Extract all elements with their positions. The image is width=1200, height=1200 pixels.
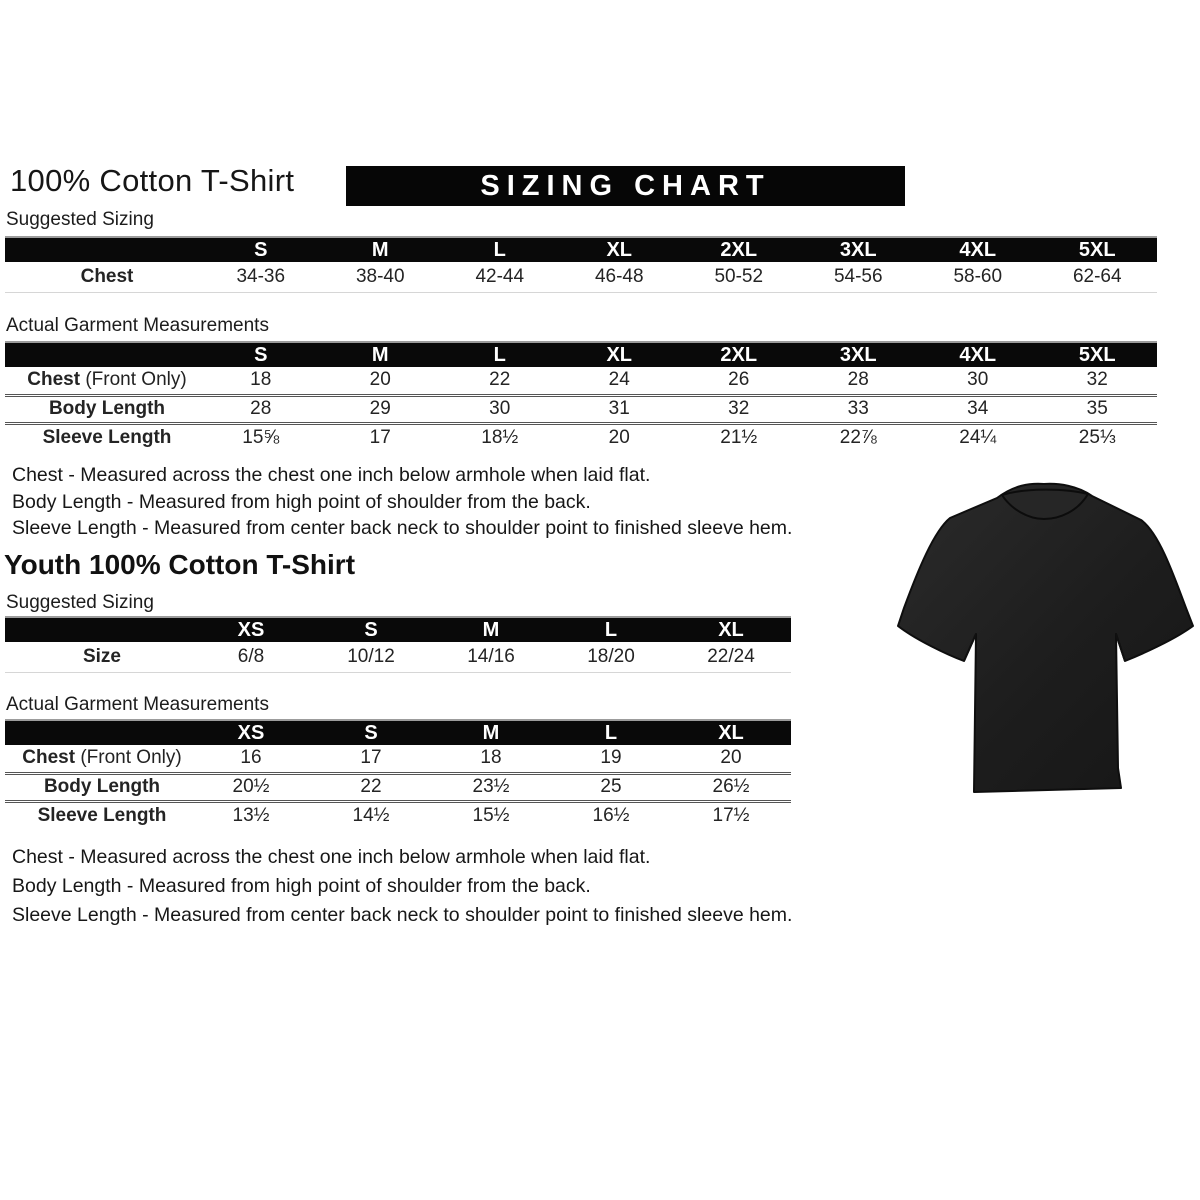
table-row-body-length: [5, 395, 1157, 423]
cell: 13½: [232, 804, 270, 826]
tshirt-graphic: [892, 468, 1197, 820]
table-row-chest: [5, 745, 791, 773]
size-column-header: XL: [560, 342, 680, 367]
sizing-chart-banner-text: SIZING CHART: [480, 170, 771, 202]
cell: 31: [608, 398, 630, 419]
adult-garment-measurements-label: Actual Garment Measurements: [6, 315, 269, 336]
cell: 14/16: [467, 645, 515, 667]
size-column-header: M: [321, 342, 441, 367]
row-label-header: [5, 617, 191, 642]
youth-garment-measurements-table: [5, 719, 791, 829]
adult-product-title: 100% Cotton T-Shirt: [10, 163, 295, 198]
cell: 17: [360, 747, 382, 769]
size-column-header: 2XL: [679, 237, 799, 262]
size-column-header: 3XL: [799, 237, 919, 262]
cell: 18/20: [587, 645, 635, 667]
note-line: Body Length - Measured from high point of shoulder from the back.: [12, 875, 591, 897]
note-line: Chest - Measured across the chest one inch below armhole when laid flat.: [12, 464, 651, 486]
youth-suggested-sizing-table: [5, 616, 791, 673]
row-label: Body Length: [43, 776, 161, 797]
cell: 10/12: [347, 645, 395, 667]
row-label-header: [5, 237, 201, 262]
size-column-header: S: [311, 720, 431, 745]
cell: 23½: [472, 776, 510, 797]
cell: 29: [369, 398, 391, 419]
note-line: Chest - Measured across the chest one inch below armhole when laid flat.: [12, 846, 651, 868]
cell: 15⅝: [242, 426, 280, 448]
header-row: [5, 720, 791, 745]
cell: 30: [967, 369, 989, 391]
header-row: [5, 617, 791, 642]
cell: 22: [489, 369, 511, 391]
cell: 42-44: [475, 265, 525, 287]
cell: 20: [608, 426, 630, 448]
cell: 24¼: [959, 426, 997, 448]
cell: 22/24: [707, 645, 755, 667]
size-column-header: 4XL: [918, 237, 1038, 262]
size-column-header: S: [311, 617, 431, 642]
cell: 18: [480, 747, 502, 769]
size-column-header: M: [431, 617, 551, 642]
cell: 15½: [472, 804, 510, 826]
size-column-header: M: [431, 720, 551, 745]
cell: 25: [600, 776, 622, 797]
size-column-header: S: [201, 342, 321, 367]
cell: 34-36: [236, 265, 286, 287]
youth-measurement-notes: [12, 843, 792, 930]
adult-suggested-sizing-label: Suggested Sizing: [6, 209, 154, 230]
cell: 18½: [481, 426, 519, 448]
cell: 32: [728, 398, 750, 419]
sizing-chart-banner: [346, 166, 905, 206]
size-column-header: XL: [560, 237, 680, 262]
note-line: Body Length - Measured from high point of shoulder from the back.: [12, 490, 591, 513]
size-column-header: M: [321, 237, 441, 262]
size-column-header: S: [201, 237, 321, 262]
size-column-header: 3XL: [799, 342, 919, 367]
size-column-header: L: [551, 720, 671, 745]
cell: 16: [240, 747, 262, 769]
size-column-header: 5XL: [1038, 342, 1158, 367]
row-label: Body Length: [48, 398, 166, 419]
cell: 22⅞: [839, 426, 877, 448]
youth-garment-measurements-label: Actual Garment Measurements: [6, 694, 269, 715]
cell: 24: [608, 369, 630, 391]
youth-product-title: Youth 100% Cotton T-Shirt: [4, 549, 356, 580]
header-row: [5, 237, 1157, 262]
table-row: [5, 262, 1157, 292]
size-column-header: L: [440, 342, 560, 367]
adult-suggested-sizing-table: [5, 236, 1157, 293]
row-label: Chest (Front Only): [22, 747, 182, 769]
table-row-size: [5, 642, 791, 672]
cell: 28: [250, 398, 272, 419]
table-row-body-length: [5, 773, 791, 801]
cell: 20½: [232, 776, 270, 797]
cell: 17½: [712, 804, 750, 826]
size-column-header: 4XL: [918, 342, 1038, 367]
table-row-sleeve-length: [5, 801, 791, 829]
cell: 58-60: [953, 265, 1003, 287]
row-label: Sleeve Length: [42, 426, 172, 448]
cell: 14½: [352, 804, 390, 826]
cell: 54-56: [833, 265, 883, 287]
cell: 32: [1086, 369, 1108, 391]
cell: 21½: [720, 426, 758, 448]
table-row-chest: [5, 367, 1157, 395]
row-label: Chest (Front Only): [27, 369, 187, 391]
row-label: Size: [82, 645, 122, 667]
note-line: Sleeve Length - Measured from center back neck to shoulder point to finished sleeve hem.: [12, 904, 793, 926]
size-column-header: XS: [191, 617, 311, 642]
row-label: Chest: [80, 265, 134, 287]
row-label-header: [5, 342, 201, 367]
size-column-header: 5XL: [1038, 237, 1158, 262]
table-row-sleeve-length: [5, 423, 1157, 451]
cell: 16½: [592, 804, 630, 826]
adult-measurement-notes: [12, 462, 792, 542]
cell: 20: [720, 747, 742, 769]
cell: 30: [489, 398, 511, 419]
cell: 33: [847, 398, 869, 419]
cell: 35: [1086, 398, 1108, 419]
tshirt-image: [892, 468, 1197, 820]
header-row: [5, 342, 1157, 367]
size-column-header: XL: [671, 720, 791, 745]
cell: 20: [369, 369, 391, 391]
row-label: Sleeve Length: [37, 804, 167, 826]
cell: 17: [369, 426, 391, 448]
cell: 28: [847, 369, 869, 391]
cell: 19: [600, 747, 622, 769]
cell: 46-48: [594, 265, 644, 287]
size-column-header: XS: [191, 720, 311, 745]
cell: 22: [360, 776, 382, 797]
cell: 26½: [712, 776, 750, 797]
size-column-header: 2XL: [679, 342, 799, 367]
cell: 6/8: [237, 645, 265, 667]
tshirt-body: [898, 484, 1193, 792]
cell: 25⅓: [1078, 426, 1116, 448]
cell: 18: [250, 369, 272, 391]
size-column-header: L: [551, 617, 671, 642]
cell: 50-52: [714, 265, 764, 287]
size-column-header: XL: [671, 617, 791, 642]
cell: 34: [967, 398, 989, 419]
adult-garment-measurements-table: [5, 341, 1157, 451]
cell: 38-40: [355, 265, 405, 287]
cell: 62-64: [1072, 265, 1122, 287]
row-label-header: [5, 720, 191, 745]
note-line: Sleeve Length - Measured from center back neck to shoulder point to finished sleeve hem.: [12, 517, 793, 539]
cell: 26: [728, 369, 750, 391]
youth-suggested-sizing-label: Suggested Sizing: [6, 592, 154, 613]
size-column-header: L: [440, 237, 560, 262]
